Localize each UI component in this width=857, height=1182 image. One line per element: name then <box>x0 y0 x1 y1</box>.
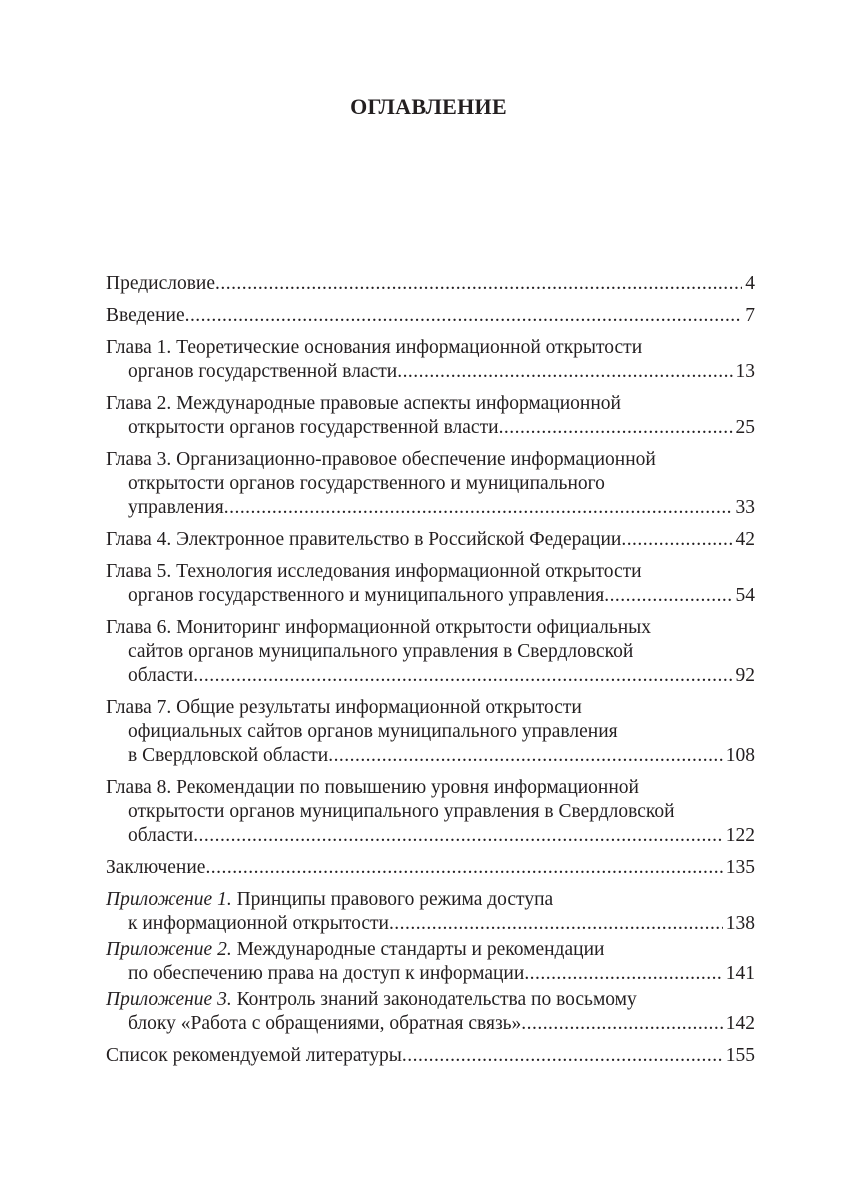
toc-entry[interactable] <box>106 696 755 768</box>
toc-entry-text: области <box>128 665 194 686</box>
toc-entry-line <box>106 888 755 912</box>
page-number: 25 <box>735 417 755 438</box>
dot-leader <box>205 856 722 880</box>
toc-entry-text: Глава 6. Мониторинг информационной открытости официальных <box>106 617 652 638</box>
page-number: 135 <box>725 857 755 878</box>
toc-entry-text: Глава 5. Технология исследования информационной открытости <box>106 561 642 582</box>
toc-entry-text: открытости органов муниципального управления в Свердловской <box>128 801 675 822</box>
toc-entry-line <box>106 1012 755 1036</box>
toc-entry-line <box>106 962 755 986</box>
toc-entry-line <box>106 448 755 472</box>
dot-leader <box>524 962 722 986</box>
toc-entry[interactable] <box>106 336 755 384</box>
page-number: 54 <box>735 585 755 606</box>
toc-entry-text: Контроль знаний законодательства по восьмому <box>231 989 637 1010</box>
toc-entry-text: Предисловие <box>106 273 216 294</box>
toc-entry-line <box>106 472 755 496</box>
toc-entry[interactable] <box>106 856 755 880</box>
dot-leader <box>397 360 732 384</box>
page-number: 138 <box>725 913 755 934</box>
toc-entry-text: органов государственной власти <box>128 361 398 382</box>
toc-entry-text: блоку «Работа с обращениями, обратная связь» <box>128 1013 522 1034</box>
toc-entry-text: открытости органов государственного и муниципального <box>128 473 605 494</box>
toc-entry-line <box>106 584 755 608</box>
page-number: 42 <box>735 529 755 550</box>
toc-entry[interactable] <box>106 528 755 552</box>
toc-entry-line <box>106 744 755 768</box>
toc-entry[interactable] <box>106 448 755 520</box>
toc-entry-line <box>106 272 755 296</box>
toc-entry[interactable] <box>106 616 755 688</box>
toc-entry-line <box>106 496 755 520</box>
dot-leader <box>402 1044 723 1068</box>
toc-entry-text: Введение <box>106 305 185 326</box>
toc-entry-line <box>106 336 755 360</box>
toc-entry[interactable] <box>106 988 755 1036</box>
dot-leader <box>224 496 733 520</box>
dot-leader <box>389 912 723 936</box>
page-title: ОГЛАВЛЕНИЕ <box>350 94 507 119</box>
dot-leader <box>193 664 732 688</box>
appendix-label: Приложение 3. <box>106 989 232 1010</box>
page-number: 4 <box>745 273 755 294</box>
dot-leader <box>185 304 743 328</box>
page-number: 13 <box>735 361 755 382</box>
page-number: 155 <box>725 1045 755 1066</box>
toc-entry-text: Глава 3. Организационно-правовое обеспечение информационной <box>106 449 656 470</box>
toc-entry-text: сайтов органов муниципального управления в Свердловской <box>128 641 634 662</box>
toc-entry[interactable] <box>106 392 755 440</box>
toc-entry-text: Глава 4. Электронное правительство в Российской Федерации <box>106 529 622 550</box>
toc-entry-line <box>106 988 755 1012</box>
page-number: 108 <box>725 745 755 766</box>
toc-entry[interactable] <box>106 938 755 986</box>
toc-entry-line <box>106 616 755 640</box>
appendix-label: Приложение 2. <box>106 939 232 960</box>
page-number: 142 <box>725 1013 755 1034</box>
toc-entry-line <box>106 416 755 440</box>
toc-entry-text: в Свердловской области <box>128 745 329 766</box>
page-number: 141 <box>725 963 755 984</box>
page-number: 7 <box>745 305 755 326</box>
dot-leader <box>521 1012 722 1036</box>
toc-entry-line <box>106 304 755 328</box>
toc-entry-text: области <box>128 825 194 846</box>
toc-entry-text: Глава 7. Общие результаты информационной открытости <box>106 697 582 718</box>
toc-entry[interactable] <box>106 272 755 296</box>
toc-entry-line <box>106 360 755 384</box>
toc-entry-text: Список рекомендуемой литературы <box>106 1045 402 1066</box>
page-number: 122 <box>725 825 755 846</box>
page-number: 33 <box>735 497 755 518</box>
toc-entry-text: к информационной открытости <box>128 913 389 934</box>
toc-entry[interactable] <box>106 776 755 848</box>
dot-leader <box>621 528 732 552</box>
dot-leader <box>499 416 733 440</box>
toc-entry-text: управления <box>128 497 224 518</box>
toc-entry-line <box>106 776 755 800</box>
toc-entry-line <box>106 938 755 962</box>
toc-entry-text: Принципы правового режима доступа <box>231 889 554 910</box>
toc-entry-text: Глава 8. Рекомендации по повышению уровня информационной <box>106 777 639 798</box>
toc-entry-text: открытости органов государственной власти <box>128 417 499 438</box>
toc-entry-line <box>106 560 755 584</box>
dot-leader <box>215 272 742 296</box>
toc-entry-line <box>106 392 755 416</box>
toc-entry-text: по обеспечению права на доступ к информации <box>128 963 525 984</box>
toc-entry-line <box>106 824 755 848</box>
toc-entry-line <box>106 720 755 744</box>
toc-entry-text: официальных сайтов органов муниципального управления <box>128 721 618 742</box>
toc-entry-text: Глава 2. Международные правовые аспекты информационной <box>106 393 621 414</box>
toc-entry-line <box>106 528 755 552</box>
toc-entry-line <box>106 640 755 664</box>
toc-entry[interactable] <box>106 1044 755 1068</box>
toc-entry[interactable] <box>106 888 755 936</box>
dot-leader <box>604 584 732 608</box>
toc-entry-line <box>106 856 755 880</box>
toc-entry-text: Заключение <box>106 857 206 878</box>
page-number: 92 <box>735 665 755 686</box>
appendix-label: Приложение 1. <box>106 889 232 910</box>
toc-entry[interactable] <box>106 560 755 608</box>
toc-entry[interactable] <box>106 304 755 328</box>
toc-entry-line <box>106 696 755 720</box>
dot-leader <box>193 824 723 848</box>
toc-entry-text: органов государственного и муниципального управления <box>128 585 605 606</box>
toc-entry-line <box>106 1044 755 1068</box>
toc-entry-text: Международные стандарты и рекомендации <box>231 939 605 960</box>
toc-entry-line <box>106 912 755 936</box>
dot-leader <box>328 744 723 768</box>
toc-entry-line <box>106 800 755 824</box>
toc-entry-line <box>106 664 755 688</box>
table-of-contents <box>106 272 755 1076</box>
toc-entry-text: Глава 1. Теоретические основания информационной открытости <box>106 337 643 358</box>
